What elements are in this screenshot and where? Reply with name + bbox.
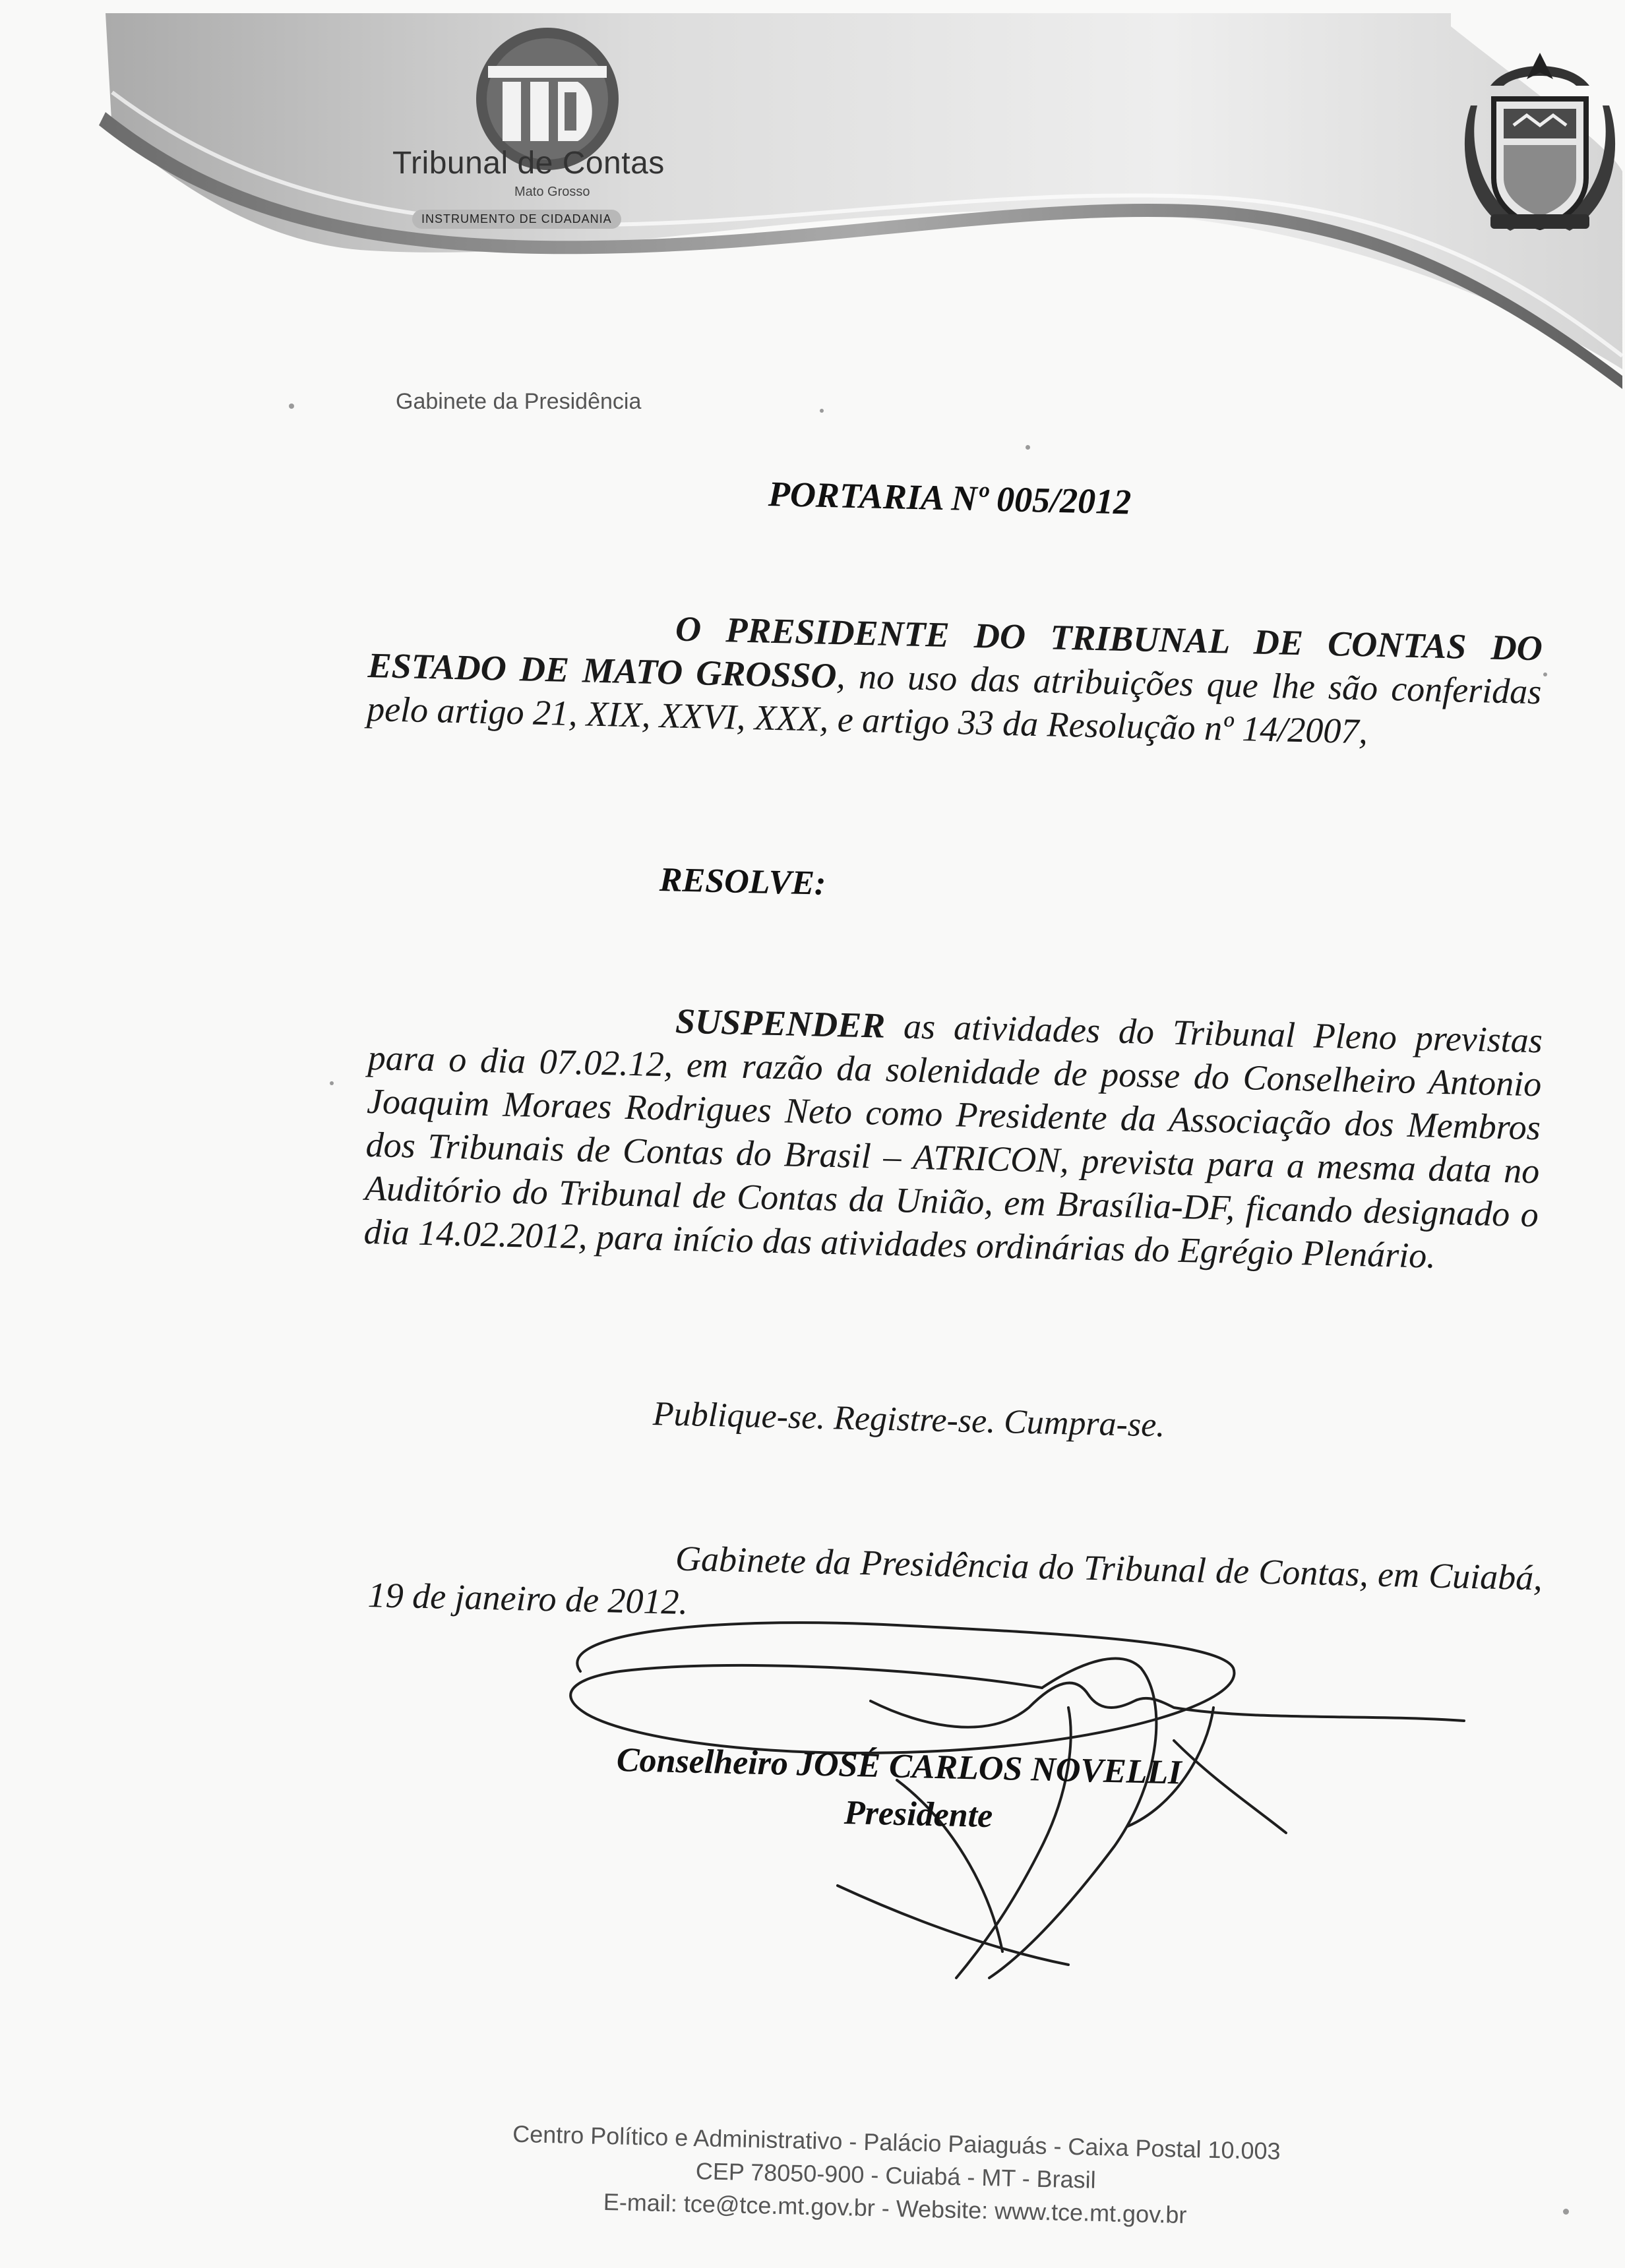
footer-postal-line: CEP 78050-900 - Cuiabá - MT - Brasil (695, 2157, 1097, 2193)
decision-paragraph (363, 992, 1543, 1280)
mato-grosso-coat-of-arms-icon (1464, 46, 1616, 237)
institution-motto: INSTRUMENTO DE CIDADANIA (412, 210, 621, 229)
scan-speck (820, 409, 824, 413)
scan-speck (1026, 445, 1030, 450)
place-date-paragraph: Gabinete da Presidência do Tribunal de Contas, em Cuiabá, 19 de janeiro de 2012. (367, 1538, 1543, 1622)
intro-text: , no uso das atribuições que lhe são conferidas pelo artigo 21, XIX, XXVI, XXX, e artigo 33 da Resolução nº 14/2007, (366, 656, 1542, 752)
decision-text: as atividades do Tribunal Pleno previstas para o dia 07.02.12, em razão da solenidade de posse do Conselheiro Antonio Joaquim Moraes Rodrigues Neto como Presidente da Associação dos Membros dos Tribunais de Contas do Brasil – ATRICON, prevista para a mesma data no Auditório do Tribunal de Contas da União, em Brasília-DF, ficando designado o dia 14.02.2012, para início das atividades ordinárias do Egrégio Plenário. (363, 1005, 1543, 1276)
scan-speck (1543, 672, 1547, 676)
document-title: PORTARIA Nº 005/2012 (768, 474, 1132, 522)
department-label: Gabinete da Presidência (396, 389, 642, 414)
intro-paragraph (367, 600, 1543, 757)
signer-name: Conselheiro JOSÉ CARLOS NOVELLI (616, 1741, 1182, 1792)
decision-lead: SUSPENDER (675, 1001, 886, 1046)
resolve-heading: RESOLVE: (659, 861, 826, 903)
address-footer (394, 2115, 1398, 2236)
scan-speck (330, 1081, 334, 1085)
footer-address-line: Centro Político e Administrativo - Palácio Paiaguás - Caixa Postal 10.003 (512, 2120, 1281, 2165)
header-swoosh-band (0, 0, 1625, 409)
institution-state: Mato Grosso (514, 185, 590, 199)
signer-role: Presidente (843, 1794, 993, 1835)
scan-speck (289, 403, 294, 409)
scan-speck (1563, 2209, 1569, 2215)
handwritten-signature (528, 1609, 1490, 2017)
institution-name: Tribunal de Contas (392, 146, 665, 181)
publish-line: Publique-se. Registre-se. Cumpra-se. (652, 1395, 1165, 1445)
intro-lead: O PRESIDENTE DO TRIBUNAL DE CONTAS DO ESTADO DE MATO GROSSO (367, 609, 1543, 696)
footer-contact-line: E-mail: tce@tce.mt.gov.br - Website: www.tce.mt.gov.br (603, 2188, 1187, 2228)
